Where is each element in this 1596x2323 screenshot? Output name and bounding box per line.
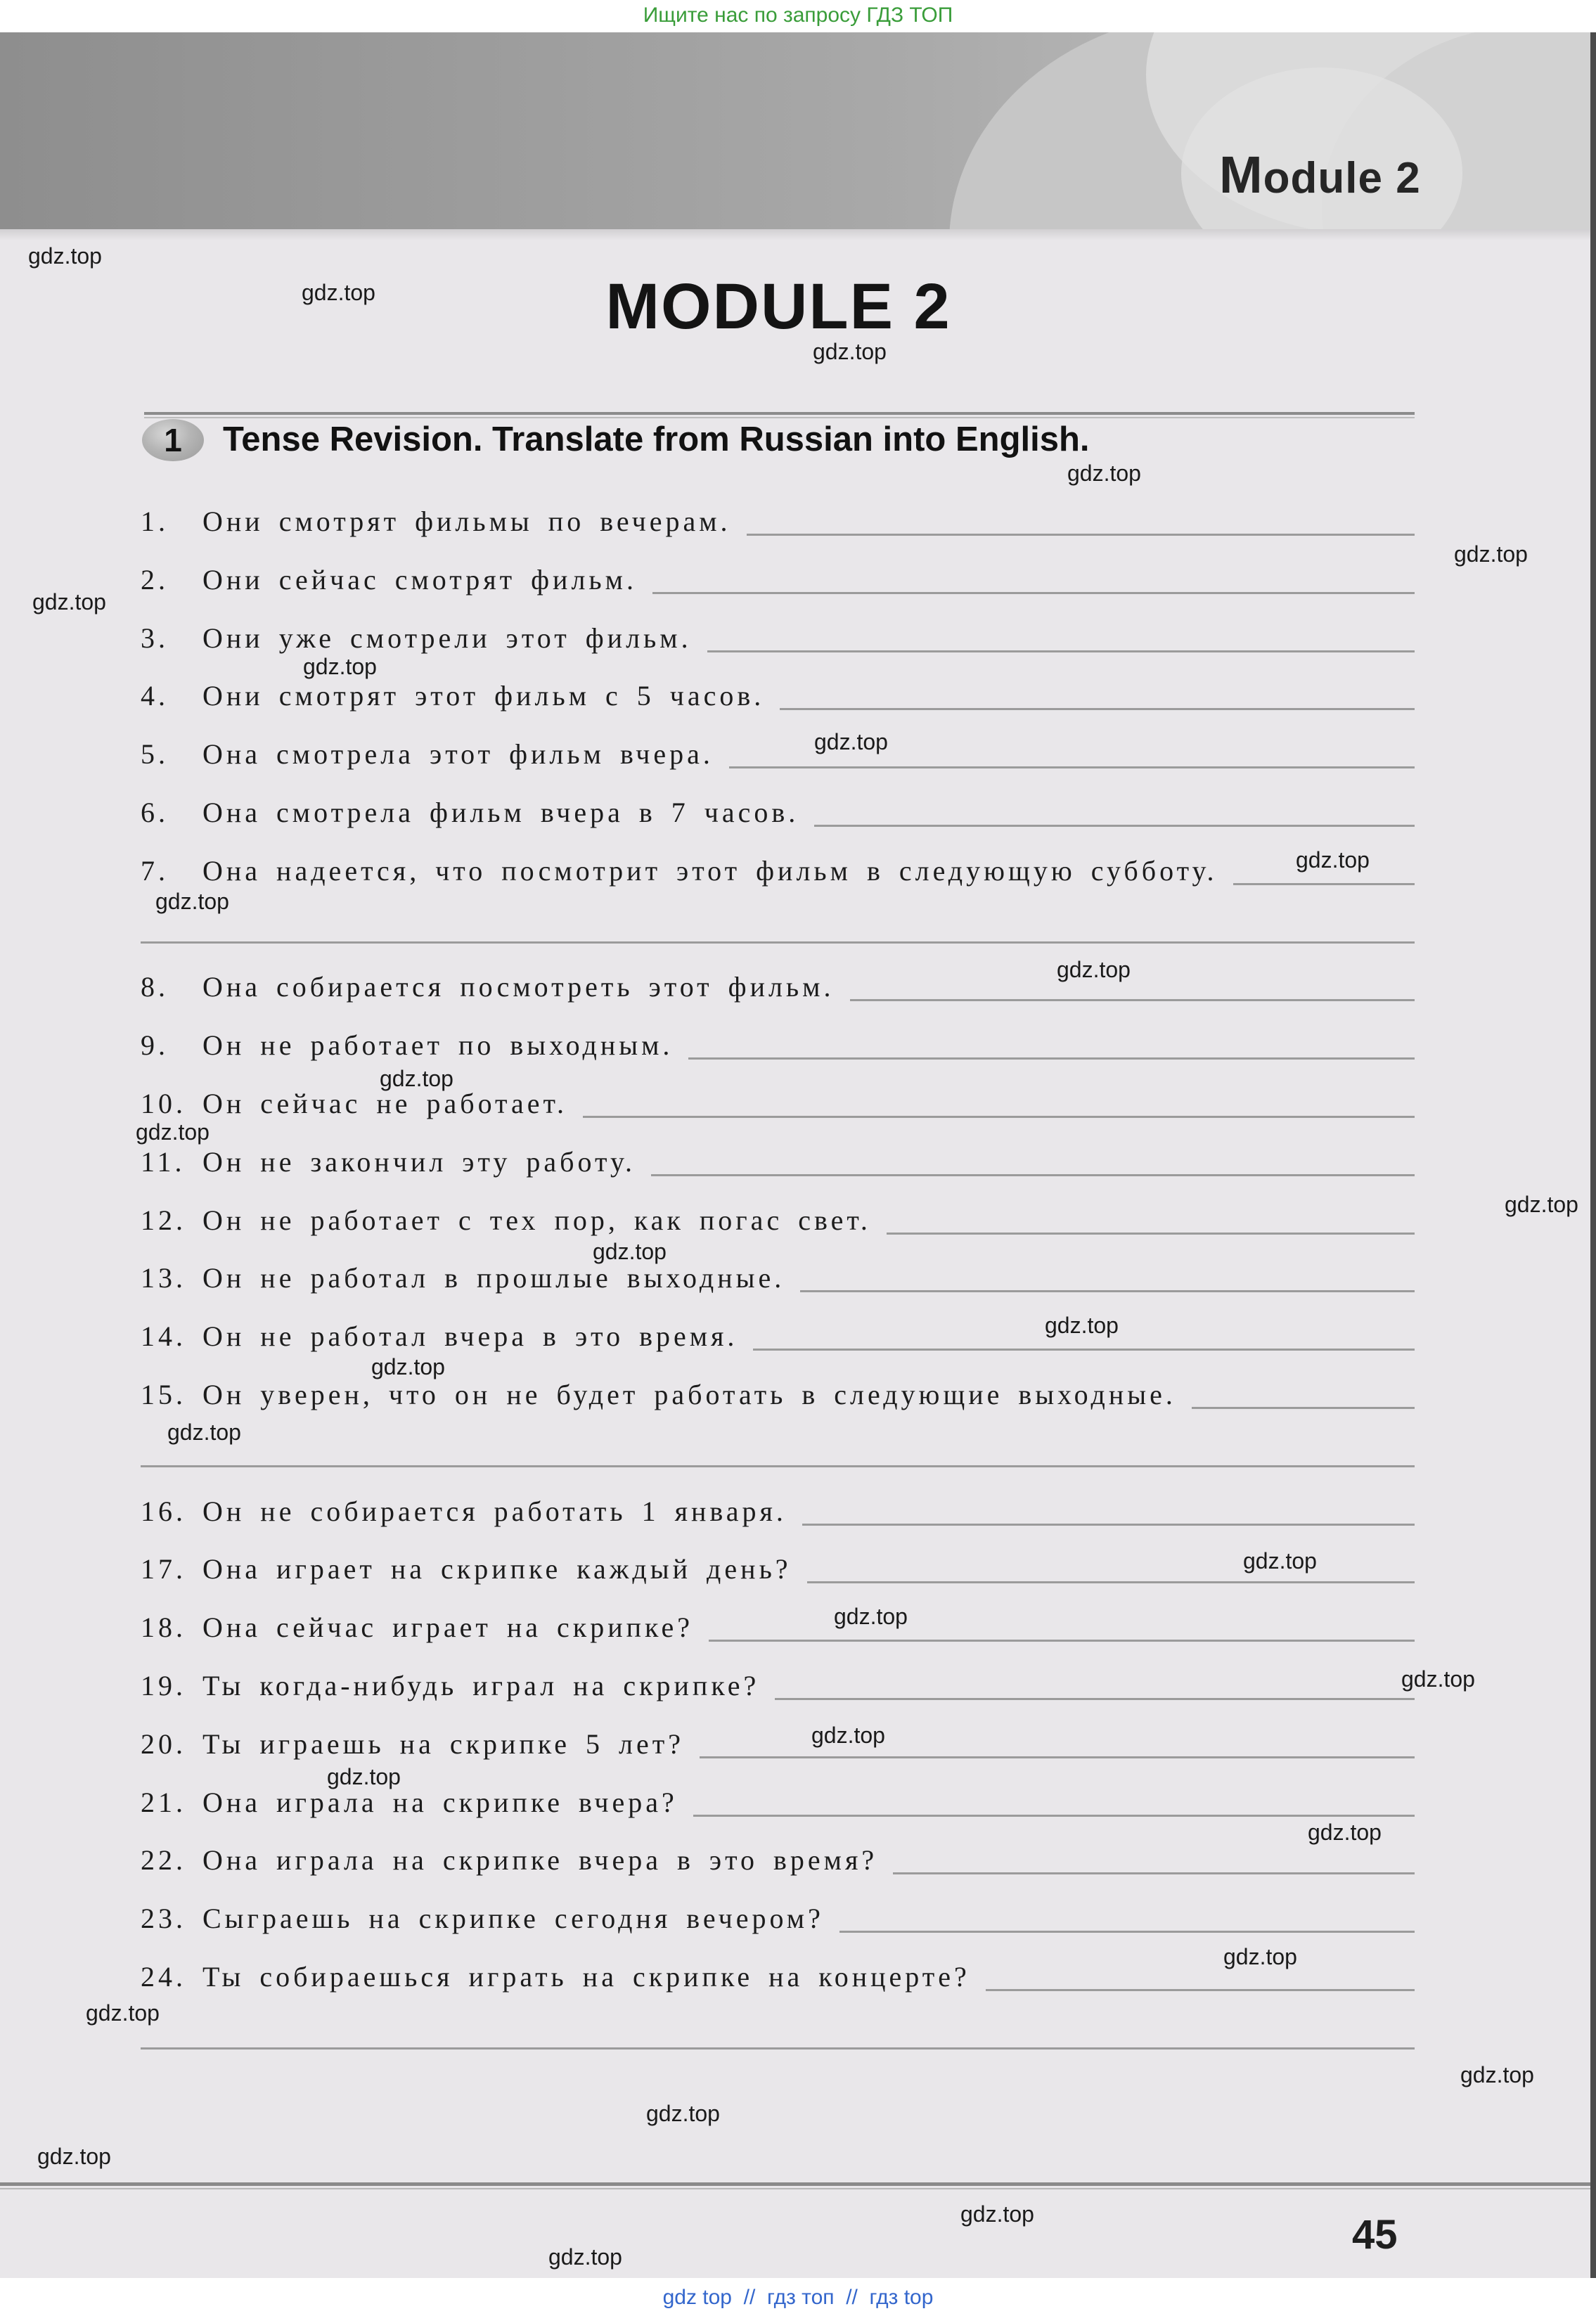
- watermark-text: gdz.top: [327, 1764, 401, 1789]
- watermark-text: gdz.top: [1057, 957, 1131, 982]
- answer-line: [707, 619, 1415, 652]
- watermark-text: gdz.top: [28, 243, 102, 269]
- site-banner-top: Ищите нас по запросу ГДЗ ТОП: [0, 0, 1596, 32]
- watermark-text: gdz.top: [834, 1604, 908, 1629]
- item-prompt: Она смотрела фильм вчера в 7 часов.: [202, 796, 799, 828]
- item-number: 10.: [141, 1087, 186, 1119]
- item-number: 11.: [141, 1145, 186, 1178]
- item-prompt: Он не работал в прошлые выходные.: [202, 1262, 785, 1294]
- item-number: 21.: [141, 1786, 186, 1818]
- item-number: 13.: [141, 1262, 186, 1294]
- item-number: 15.: [141, 1378, 186, 1410]
- watermark-text: gdz.top: [548, 2244, 622, 2270]
- answer-line: [839, 1900, 1415, 1933]
- item-number: 18.: [141, 1611, 186, 1644]
- exercise-item: [141, 1259, 1415, 1318]
- item-prompt: Он сейчас не работает.: [202, 1087, 568, 1119]
- page-number: 45: [1352, 2212, 1398, 2258]
- exercise-item: [141, 1202, 1415, 1260]
- answer-line: [775, 1667, 1415, 1700]
- answer-line: [700, 1725, 1415, 1758]
- item-prompt: Он не собирается работать 1 января.: [202, 1495, 787, 1527]
- item-number: 17.: [141, 1553, 186, 1585]
- footer-rule: [0, 2188, 1590, 2189]
- item-number: 23.: [141, 1903, 186, 1935]
- exercise-instruction: Tense Revision. Translate from Russian into English.: [223, 420, 1090, 458]
- item-prompt: Она надеется, что посмотрит этот фильм в следующую субботу.: [202, 854, 1218, 887]
- item-prompt: Он не закончил эту работу.: [202, 1145, 636, 1178]
- page-edge: [1590, 32, 1596, 2278]
- item-prompt: Они смотрят этот фильм с 5 часов.: [202, 680, 765, 712]
- page-title: MODULE 2: [605, 271, 951, 342]
- item-number: 22.: [141, 1844, 186, 1877]
- exercise-item: [141, 1085, 1415, 1143]
- item-number: 20.: [141, 1727, 186, 1760]
- answer-line: [893, 1841, 1415, 1874]
- exercise-item: [141, 794, 1415, 852]
- answer-line: [814, 794, 1415, 827]
- watermark-text: gdz.top: [371, 1354, 445, 1379]
- answer-line: [800, 1259, 1415, 1292]
- answer-line: [141, 1434, 1415, 1467]
- watermark-text: gdz.top: [1296, 847, 1370, 873]
- watermark-text: gdz.top: [1460, 2062, 1534, 2087]
- extra-answer-row: [141, 2016, 1415, 2075]
- exercise-item: [141, 503, 1415, 561]
- exercise-item: [141, 735, 1415, 794]
- watermark-text: gdz.top: [86, 2000, 160, 2026]
- item-prompt: Они уже смотрели этот фильм.: [202, 622, 692, 654]
- item-number: 4.: [141, 680, 169, 712]
- answer-line: [652, 561, 1415, 594]
- watermark-text: gdz.top: [1308, 1820, 1382, 1845]
- watermark-text: gdz.top: [814, 729, 888, 754]
- answer-line: [688, 1027, 1415, 1060]
- item-prompt: Он не работает с тех пор, как погас свет.: [202, 1204, 871, 1236]
- watermark-text: gdz.top: [593, 1239, 667, 1264]
- item-prompt: Она сейчас играет на скрипке?: [202, 1611, 693, 1644]
- watermark-text: gdz.top: [1045, 1313, 1119, 1338]
- answer-line: [807, 1550, 1415, 1583]
- answer-line: [747, 503, 1415, 536]
- item-prompt: Ты собираешься играть на скрипке на концерте?: [202, 1960, 970, 1993]
- exercise-item: [141, 561, 1415, 619]
- answer-line: [802, 1493, 1415, 1526]
- answer-line: [709, 1609, 1415, 1642]
- item-number: 19.: [141, 1669, 186, 1701]
- section-rule: [144, 412, 1415, 415]
- exercise-item: [141, 677, 1415, 735]
- answer-line: [1192, 1376, 1415, 1409]
- watermark-text: gdz.top: [813, 339, 887, 364]
- exercise-list: [141, 503, 1415, 2075]
- item-prompt: Ты играешь на скрипке 5 лет?: [202, 1727, 684, 1760]
- exercise-item: [141, 1667, 1415, 1725]
- exercise-item: [141, 968, 1415, 1027]
- exercise-item: [141, 1493, 1415, 1551]
- item-number: 9.: [141, 1029, 169, 1062]
- exercise-item: [141, 1550, 1415, 1609]
- answer-line: [141, 2016, 1415, 2049]
- item-prompt: Она играла на скрипке вчера?: [202, 1786, 678, 1818]
- item-prompt: Сыграешь на скрипке сегодня вечером?: [202, 1903, 824, 1935]
- exercise-item: [141, 1784, 1415, 1842]
- module-tag: Module 2: [1219, 146, 1421, 204]
- item-number: 1.: [141, 506, 169, 537]
- watermark-text: gdz.top: [1067, 461, 1141, 486]
- watermark-text: gdz.top: [136, 1119, 210, 1145]
- watermark-text: gdz.top: [1223, 1944, 1297, 1969]
- answer-line: [651, 1143, 1415, 1176]
- item-number: 6.: [141, 796, 169, 828]
- watermark-text: gdz.top: [303, 654, 377, 679]
- item-number: 3.: [141, 622, 169, 654]
- item-number: 16.: [141, 1495, 186, 1527]
- watermark-text: gdz.top: [155, 889, 229, 914]
- exercise-item: [141, 852, 1415, 910]
- watermark-text: gdz.top: [1505, 1192, 1578, 1217]
- item-prompt: Она играет на скрипке каждый день?: [202, 1553, 792, 1585]
- watermark-text: gdz.top: [167, 1420, 241, 1445]
- watermark-text: gdz.top: [380, 1066, 453, 1091]
- exercise-item: [141, 1376, 1415, 1434]
- item-prompt: Они смотрят фильмы по вечерам.: [202, 506, 731, 537]
- item-prompt: Он не работал вчера в это время.: [202, 1320, 738, 1353]
- exercise-item: [141, 1027, 1415, 1085]
- page-header-band: [0, 32, 1590, 229]
- exercise-number-badge: 1: [142, 419, 204, 461]
- item-prompt: Они сейчас смотрят фильм.: [202, 563, 637, 596]
- answer-line: [693, 1784, 1415, 1817]
- exercise-item: [141, 1318, 1415, 1376]
- answer-line: [887, 1202, 1415, 1235]
- watermark-text: gdz.top: [32, 589, 106, 614]
- footer-rule: [0, 2182, 1590, 2186]
- item-number: 12.: [141, 1204, 186, 1236]
- site-banner-bottom: gdz top // гдз топ // гдз top: [0, 2278, 1596, 2323]
- exercise-item: [141, 1841, 1415, 1900]
- item-number: 7.: [141, 854, 169, 887]
- item-number: 5.: [141, 738, 169, 771]
- extra-answer-row: [141, 1434, 1415, 1493]
- item-prompt: Ты когда-нибудь играл на скрипке?: [202, 1669, 760, 1701]
- answer-line: [583, 1085, 1415, 1118]
- watermark-text: gdz.top: [1401, 1666, 1475, 1692]
- watermark-text: gdz.top: [811, 1723, 885, 1748]
- watermark-text: gdz.top: [646, 2101, 720, 2126]
- watermark-text: gdz.top: [1454, 541, 1528, 567]
- exercise-item: [141, 1143, 1415, 1202]
- watermark-text: gdz.top: [37, 2144, 111, 2169]
- answer-line: [141, 910, 1415, 944]
- watermark-text: gdz.top: [1243, 1548, 1317, 1574]
- item-prompt: Он не работает по выходным.: [202, 1029, 674, 1062]
- answer-line: [780, 677, 1415, 710]
- item-prompt: Она собирается посмотреть этот фильм.: [202, 971, 835, 1003]
- item-number: 14.: [141, 1320, 186, 1353]
- exercise-item: [141, 1609, 1415, 1667]
- watermark-text: gdz.top: [302, 280, 375, 305]
- answer-line: [986, 1958, 1415, 1991]
- header-shadow: [0, 229, 1590, 240]
- item-number: 2.: [141, 563, 169, 596]
- item-prompt: Она смотрела этот фильм вчера.: [202, 738, 714, 771]
- extra-answer-row: [141, 910, 1415, 969]
- item-number: 8.: [141, 971, 169, 1003]
- item-number: 24.: [141, 1960, 186, 1993]
- item-prompt: Она играла на скрипке вчера в это время?: [202, 1844, 878, 1877]
- watermark-text: gdz.top: [960, 2201, 1034, 2227]
- item-prompt: Он уверен, что он не будет работать в следующие выходные.: [202, 1378, 1176, 1410]
- answer-line: [850, 968, 1415, 1001]
